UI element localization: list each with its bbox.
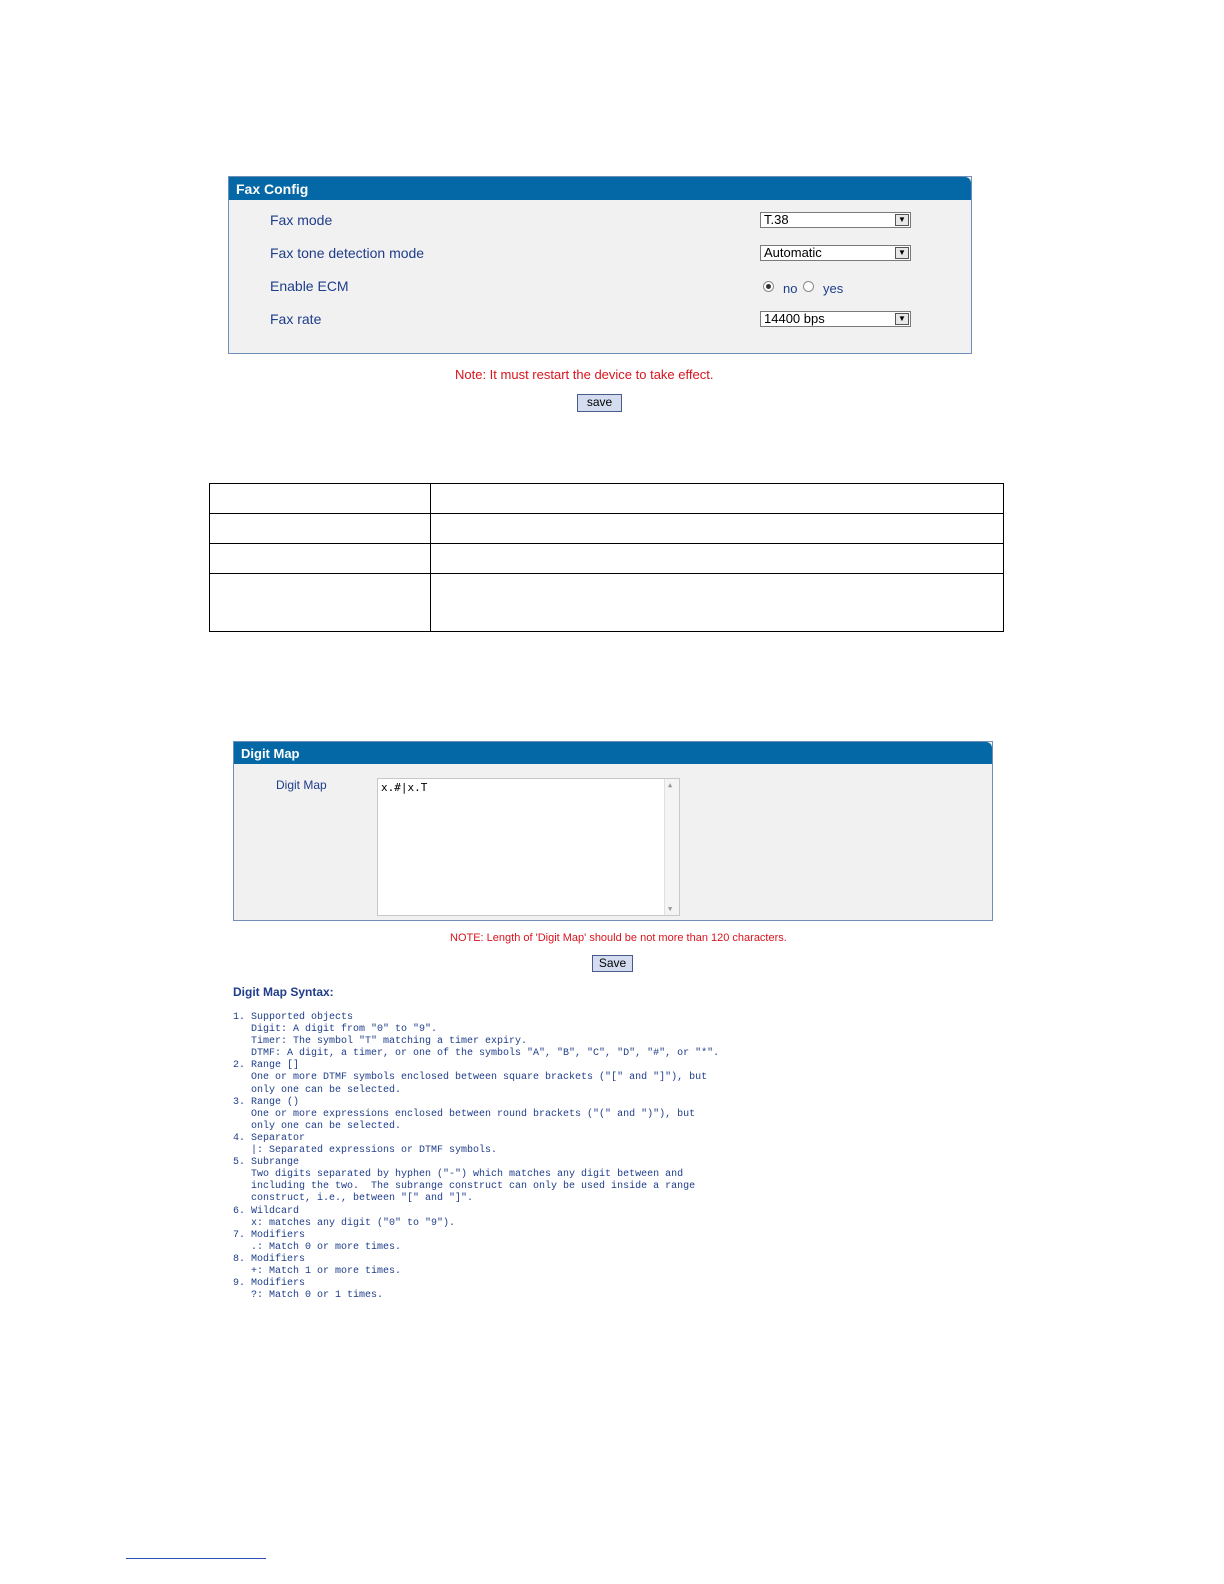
digit-map-panel	[233, 741, 993, 921]
fax-mode-value: T.38	[764, 212, 789, 227]
fax-mode-label: Fax mode	[270, 212, 333, 228]
chevron-down-icon[interactable]: ▼	[895, 247, 909, 259]
fax-tone-detection-label: Fax tone detection mode	[270, 245, 425, 261]
fax-config-panel	[228, 176, 972, 354]
scroll-up-icon[interactable]: ▲	[668, 781, 673, 789]
table-cell	[210, 514, 431, 544]
fax-rate-select[interactable]	[760, 311, 911, 327]
ecm-no-label: no	[783, 281, 798, 296]
fax-config-title: Fax Config	[229, 177, 971, 200]
table-cell	[431, 514, 1004, 544]
digit-map-syntax-text: 1. Supported objects Digit: A digit from "0" to "9". Timer: The symbol "T" matching a timer expiry. DTMF: A digit, a timer, or one of the symbols "A", "B", "C", "D", "#", or "*". 2. Range [] One or more DTMF symbols enclosed between square brackets ("[" and "]"), but only one can be selected. 3. Range () One or more expressions enclosed between round brackets ("(" and ")"), but only one can be selected. 4. Separator |: Separated expressions or DTMF symbols. 5. Subrange Two digits separated by hyphen ("-") which matches any digit between and including the two. The subrange construct can only be used inside a range construct, i.e., between "[" and "]". 6. Wildcard x: matches any digit ("0" to "9"). 7. Modifiers .: Match 0 or more times. 8. Modifiers +: Match 1 or more times. 9. Modifiers ?: Match 0 or 1 times.	[233, 1012, 720, 1302]
table-cell	[210, 544, 431, 574]
ecm-no-radio[interactable]	[763, 281, 774, 292]
table-cell	[210, 574, 431, 632]
table-row	[210, 484, 1004, 514]
digit-map-syntax-title: Digit Map Syntax:	[233, 985, 334, 999]
table-cell	[431, 544, 1004, 574]
digit-map-value: x.#|x.T	[381, 781, 428, 794]
digit-map-length-note: NOTE: Length of 'Digit Map' should be not more than 120 characters.	[450, 932, 787, 944]
fax-tone-detection-select[interactable]	[760, 245, 911, 261]
digit-map-save-button[interactable]: Save	[592, 955, 633, 972]
table-row	[210, 544, 1004, 574]
digit-map-title: Digit Map	[234, 742, 992, 764]
fax-tone-detection-value: Automatic	[764, 245, 822, 260]
table-cell	[210, 484, 431, 514]
digit-map-label: Digit Map	[276, 778, 327, 792]
save-button[interactable]: save	[577, 394, 622, 412]
restart-note: Note: It must restart the device to take effect.	[455, 367, 714, 382]
table-row	[210, 574, 1004, 632]
table-cell	[431, 484, 1004, 514]
fax-rate-label: Fax rate	[270, 311, 322, 327]
chevron-down-icon[interactable]: ▼	[895, 313, 909, 325]
fax-mode-select[interactable]	[760, 212, 911, 228]
table-cell	[431, 574, 1004, 632]
digit-map-textarea[interactable]	[377, 778, 680, 916]
footnote-divider	[126, 1558, 266, 1559]
scroll-down-icon[interactable]: ▼	[668, 905, 673, 913]
blank-table	[209, 483, 1004, 632]
enable-ecm-label: Enable ECM	[270, 278, 349, 294]
ecm-yes-label: yes	[823, 281, 844, 296]
ecm-yes-radio[interactable]	[803, 281, 814, 292]
fax-rate-value: 14400 bps	[764, 311, 825, 326]
chevron-down-icon[interactable]: ▼	[895, 214, 909, 226]
table-row	[210, 514, 1004, 544]
textarea-scrollbar[interactable]	[664, 779, 679, 915]
